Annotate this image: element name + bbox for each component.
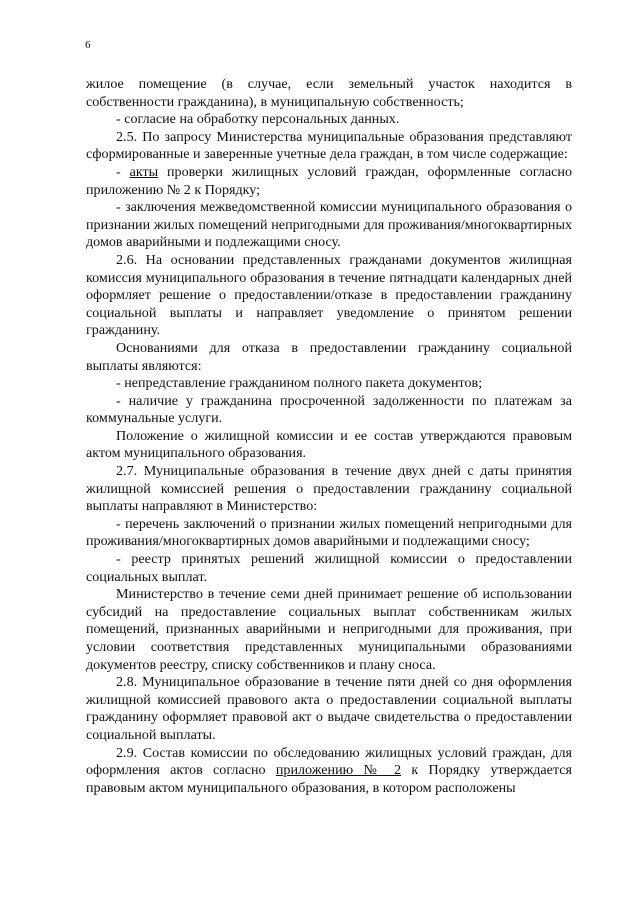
paragraph-refusal-item-2: - наличие у гражданина просроченной задолженности по платежам за коммунальные услуги. bbox=[86, 392, 572, 427]
paragraph-2-8: 2.8. Муниципальное образование в течение пяти дней со дня оформления жилищной комиссией правового акта о предоставлении социальной выплаты гражданину оформляет правовой акт о выдаче свидетельства о предоставлении социальной выплаты. bbox=[86, 674, 572, 743]
paragraph-refusal-grounds: Основаниями для отказа в предоставлении гражданину социальной выплаты являются: bbox=[86, 339, 572, 374]
document-body bbox=[86, 76, 572, 797]
paragraph-2-9-start: 2.9. Состав комиссии по обследованию жилищных условий граждан, для оформления актов согласно bbox=[86, 744, 572, 779]
paragraph-refusal-item-1: - непредставление гражданином полного пакета документов; bbox=[116, 375, 483, 392]
paragraph-continuation: жилое помещение (в случае, если земельный участок находится в собственности гражданина), в муниципальную собственность; bbox=[86, 76, 572, 110]
paragraph-2-6: 2.6. На основании представленных гражданами документов жилищная комиссия муниципального образования в течение пятнадцати календарных дней оформляет решение о предоставлении/отказе в предоставлении гражданину социальной выплаты и направляет уведомление о принятом решении гражданину. bbox=[86, 251, 572, 339]
acts-item-text: проверки жилищных условий граждан, оформленные согласно приложению № 2 к Порядку; bbox=[86, 163, 572, 198]
paragraph-commission-conclusions-item: - заключения межведомственной комиссии муниципального образования о признании жилых помещений непригодными для проживания/многоквартирных домов аварийными и подлежащими сносу. bbox=[86, 199, 572, 251]
paragraph-decisions-register-item: - реестр принятых решений жилищной комиссии о предоставлении социальных выплат. bbox=[86, 551, 572, 585]
paragraph-consent-item: - согласие на обработку персональных данных. bbox=[116, 111, 400, 128]
paragraph-2-9 bbox=[86, 745, 572, 798]
acts-item-prefix: - bbox=[116, 163, 130, 180]
paragraph-commission-regulation: Положение о жилищной комиссии и ее состав утверждаются правовым актом муниципального образования. bbox=[86, 427, 572, 462]
acts-link[interactable]: акты bbox=[129, 163, 159, 180]
paragraph-ministry-decision: Министерство в течение семи дней принимает решение об использовании субсидий на предоставление социальных выплат собственникам жилых помещений, признанных аварийными и непригодными для проживания, при условии соответствия представленных муниципальными образованиями документов реестру, списку собственников и плану сноса. bbox=[86, 586, 572, 673]
paragraph-acts-item bbox=[86, 164, 572, 199]
paragraph-2-5: 2.5. По запросу Министерства муниципальные образования представляют сформированные и заверенные учетные дела граждан, в том числе содержащие: bbox=[86, 128, 572, 163]
page-number: 6 bbox=[85, 39, 91, 51]
paragraph-2-7: 2.7. Муниципальные образования в течение двух дней с даты принятия жилищной комиссией решения о предоставлении гражданину социальной выплаты направляют в Министерство: bbox=[86, 463, 572, 515]
paragraph-conclusions-list-item: - перечень заключений о признании жилых помещений непригодными для проживания/многоквартирных домов аварийными и подлежащими сносу; bbox=[86, 515, 572, 550]
paragraph-2-9-end: к Порядку утверждается правовым актом муниципального образования, в котором расположены bbox=[86, 762, 573, 796]
appendix-2-link[interactable]: приложению № 2 bbox=[275, 762, 402, 779]
